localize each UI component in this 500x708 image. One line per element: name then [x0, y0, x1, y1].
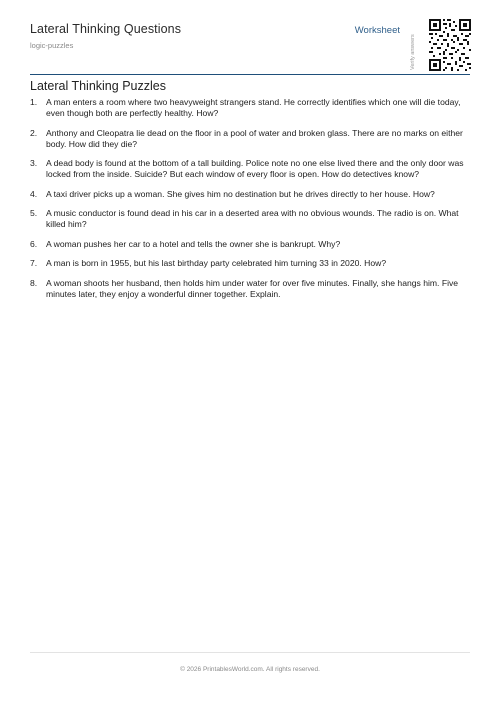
question-number: 1.	[30, 97, 38, 107]
question-text: Anthony and Cleopatra lie dead on the floor in a pool of water and broken glass. There are no marks on either body. How did they die?	[46, 127, 463, 149]
question-item	[30, 239, 470, 250]
question-text: A dead body is found at the bottom of a tall building. Police note no one else lived there and the only door was locked from the inside. Suicide? But each window of every floor is open. How do detectives know?	[46, 158, 464, 180]
question-item	[30, 128, 470, 150]
verify-answers-label: Verify answers	[410, 34, 416, 70]
question-number: 5.	[30, 208, 38, 219]
question-item	[30, 258, 470, 269]
worksheet-header	[30, 22, 405, 50]
question-list	[30, 97, 470, 308]
question-text: A woman shoots her husband, then holds him under water for over five minutes. Finally, she hangs him. Five minutes later, they enjoy a wonderful dinner together. Explain.	[46, 277, 459, 299]
question-number: 3.	[30, 158, 38, 169]
footer-divider	[30, 652, 470, 653]
qr-code-icon[interactable]	[428, 18, 472, 72]
question-text: A man is born in 1955, but his last birthday party celebrated him turning 33 in 2020. How?	[46, 258, 387, 269]
question-number: 4.	[30, 188, 38, 199]
question-item	[30, 208, 470, 230]
question-item	[30, 189, 470, 200]
question-number: 2.	[30, 127, 38, 138]
question-text: A man enters a room where two heavyweight strangers stand. He correctly identifies which one will die today, even though both are perfectly healthy. How?	[46, 97, 461, 119]
copyright-footer: © 2026 PrintablesWorld.com. All rights reserved.	[180, 666, 320, 673]
question-number: 6.	[30, 238, 38, 249]
question-item	[30, 278, 470, 300]
worksheet-badge: Worksheet	[354, 25, 400, 36]
question-item	[30, 97, 470, 119]
question-text: A music conductor is found dead in his car in a deserted area with no obvious wounds. The radio is on. What killed him?	[46, 208, 459, 230]
question-number: 8.	[30, 277, 38, 288]
question-text: A woman pushes her car to a hotel and tells the owner she is bankrupt. Why?	[46, 238, 341, 249]
page-title: Lateral Thinking Questions	[30, 22, 182, 36]
question-number: 7.	[30, 258, 38, 269]
question-text: A taxi driver picks up a woman. She gives him no destination but he drives directly to her house. How?	[46, 188, 435, 199]
section-title: Lateral Thinking Puzzles	[30, 79, 166, 93]
question-item	[30, 158, 470, 180]
header-divider	[30, 74, 470, 75]
category-subtitle: logic-puzzles	[30, 41, 74, 50]
